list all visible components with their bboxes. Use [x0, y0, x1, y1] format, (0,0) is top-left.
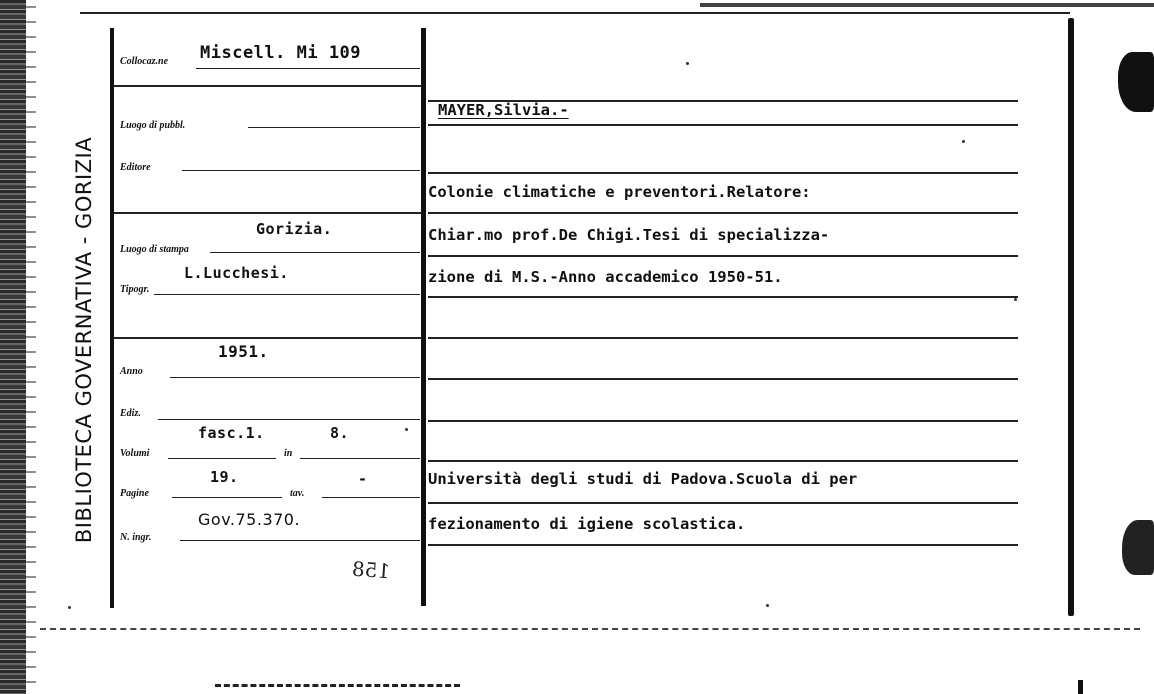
scan-speck [686, 62, 689, 65]
scan-speck [1014, 298, 1017, 301]
title-line-1: Colonie climatiche e preventori.Relatore: [428, 183, 811, 201]
field-underline [322, 497, 420, 498]
desc-rule [428, 502, 1018, 504]
note-line-2: fezionamento di igiene scolastica. [428, 515, 746, 533]
label-in: in [284, 448, 293, 459]
value-collocazione: Miscell. Mi 109 [200, 43, 362, 63]
card-right-edge [1068, 18, 1074, 616]
field-rule [114, 85, 422, 87]
column-divider [421, 28, 426, 606]
value-volumi: fasc.1. [198, 424, 265, 442]
value-ingresso: Gov.75.370. [198, 510, 301, 529]
field-underline [168, 458, 276, 459]
desc-rule [428, 378, 1018, 380]
field-underline [158, 419, 420, 420]
card-top-edge [80, 12, 1070, 14]
next-card-edge [215, 684, 460, 687]
scan-speck [405, 428, 408, 431]
scan-speck [766, 604, 769, 607]
field-underline [196, 68, 420, 69]
desc-rule [428, 124, 1018, 126]
label-tav: tav. [290, 488, 305, 499]
field-underline [182, 170, 420, 171]
field-rule [114, 337, 422, 339]
desc-rule [428, 420, 1018, 422]
desc-rule [428, 296, 1018, 298]
label-anno: Anno [120, 366, 143, 377]
title-line-3: zione di M.S.-Anno accademico 1950-51. [428, 268, 783, 286]
label-editore: Editore [120, 162, 151, 173]
title-line-2: Chiar.mo prof.De Chigi.Tesi di specializza- [428, 226, 830, 244]
desc-rule [428, 337, 1018, 339]
author-heading: MAYER,Silvia.- [438, 101, 569, 119]
value-tipografia: L.Lucchesi. [184, 264, 289, 282]
field-underline [172, 497, 282, 498]
scan-smudge [1122, 520, 1154, 575]
value-luogo-stampa: Gorizia. [256, 220, 333, 238]
desc-rule [428, 212, 1018, 214]
card-bottom-edge [40, 628, 1140, 630]
field-underline [300, 458, 420, 459]
left-margin-rule [110, 28, 114, 608]
scan-speck [962, 140, 965, 143]
field-underline [248, 127, 420, 128]
label-ingresso: N. ingr. [120, 532, 152, 543]
institution-stamp: BIBLIOTECA GOVERNATIVA - GORIZIA [72, 136, 96, 544]
label-luogo-stampa: Luogo di stampa [120, 244, 189, 255]
scan-mark [1078, 680, 1083, 694]
label-collocazione: Collocaz.ne [120, 56, 169, 67]
field-underline [154, 294, 420, 295]
desc-rule [428, 172, 1018, 174]
handwritten-number: 158 [351, 556, 391, 584]
desc-rule [428, 460, 1018, 462]
value-anno: 1951. [218, 342, 269, 361]
field-underline [210, 252, 420, 253]
scan-edge-top [700, 3, 1154, 7]
desc-rule [428, 255, 1018, 257]
scan-smudge [1118, 52, 1154, 112]
label-luogo-pubbl: Luogo di pubbl. [120, 120, 186, 131]
field-underline [180, 540, 420, 541]
value-tav: - [358, 470, 368, 488]
label-volumi: Volumi [120, 448, 150, 459]
value-pagine: 19. [210, 468, 239, 486]
scan-edge-left [0, 0, 26, 694]
scan-edge-noise [26, 0, 36, 694]
label-pagine: Pagine [120, 488, 149, 499]
field-underline [170, 377, 420, 378]
desc-rule [428, 544, 1018, 546]
scan-speck [68, 606, 71, 609]
note-line-1: Università degli studi di Padova.Scuola di per [428, 470, 858, 488]
label-tipografia: Tipogr. [120, 284, 150, 295]
value-in: 8. [330, 424, 350, 442]
label-edizione: Ediz. [120, 408, 141, 419]
field-rule [114, 212, 422, 214]
